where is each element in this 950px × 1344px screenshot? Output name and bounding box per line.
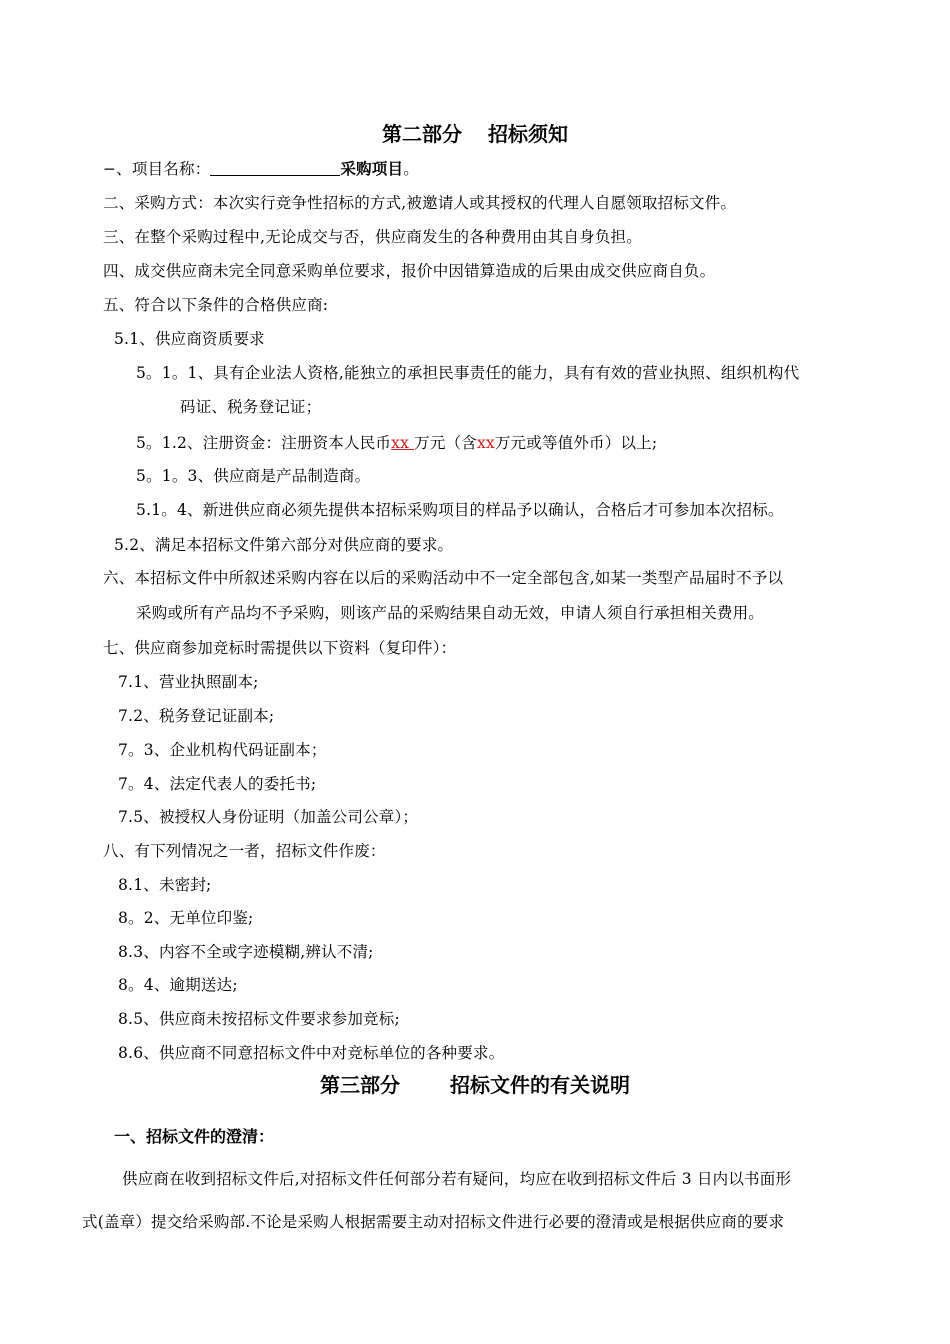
section1-heading: 一、招标文件的澄清： bbox=[114, 1127, 275, 1146]
item-5-2: 5.2、满足本招标文件第六部分对供应商的要求。 bbox=[114, 536, 454, 554]
item-5-1-1-line1: 5。1。1、具有企业法人资格,能独立的承担民事责任的能力，具有有效的营业执照、组织机构代 bbox=[136, 364, 800, 382]
paragraph-1-line1: 供应商在收到招标文件后,对招标文件任何部分若有疑问，均应在收到招标文件后 3 日内以书面形 bbox=[122, 1170, 792, 1188]
item-6-line1: 六、本招标文件中所叙述采购内容在以后的采购活动中不一定全部包含,如某一类型产品届时不予以 bbox=[103, 569, 784, 587]
part2-title-part: 第二部分 bbox=[382, 122, 462, 146]
item-8-2: 8。2、无单位印鉴; bbox=[118, 909, 254, 927]
capital-placeholder-2: xx bbox=[476, 434, 495, 452]
item-8: 八、有下列情况之一者，招标文件作废： bbox=[103, 842, 386, 860]
item-7-5: 7.5、被授权人身份证明（加盖公司公章）； bbox=[118, 808, 419, 826]
part3-title bbox=[0, 1071, 950, 1099]
item-7-2: 7.2、税务登记证副本; bbox=[118, 707, 275, 725]
item-2: 二、采购方式：本次实行竞争性招标的方式,被邀请人或其授权的代理人自愿领取招标文件。 bbox=[103, 194, 737, 212]
capital-placeholder-1: xx bbox=[391, 434, 415, 452]
item-7: 七、供应商参加竞标时需提供以下资料（复印件）： bbox=[103, 639, 457, 657]
item-5-1-4: 5.1。4、新进供应商必须先提供本招标采购项目的样品予以确认，合格后才可参加本次招标。 bbox=[136, 501, 784, 519]
item-5-1-2-text-b: 万元（含 bbox=[414, 434, 477, 452]
item-8-3: 8.3、内容不全或字迹模糊,辨认不清; bbox=[118, 943, 374, 961]
item-7-3: 7。3、企业机构代码证副本； bbox=[118, 741, 327, 759]
item-4: 四、成交供应商未完全同意采购单位要求，报价中因错算造成的后果由成交供应商自负。 bbox=[103, 262, 716, 280]
item-5-1-2-text-c: 万元或等值外币）以上; bbox=[494, 434, 658, 452]
item-5: 五、符合以下条件的合格供应商: bbox=[103, 296, 329, 314]
item-8-4: 8。4、逾期送达; bbox=[118, 976, 238, 994]
item-5-1-2 bbox=[136, 432, 657, 454]
project-name-blank bbox=[210, 159, 340, 176]
item-1-suffix: 采购项目 bbox=[340, 160, 404, 178]
item-8-5: 8.5、供应商未按招标文件要求参加竞标; bbox=[118, 1010, 400, 1028]
part2-title-name: 招标须知 bbox=[488, 122, 568, 146]
part3-title-name: 招标文件的有关说明 bbox=[450, 1073, 630, 1097]
item-8-1: 8.1、未密封; bbox=[118, 876, 212, 894]
item-5-1-1-line2: 码证、税务登记证； bbox=[180, 398, 322, 416]
item-5-1-2-text-a: 5。1.2、注册资金：注册资本人民币 bbox=[136, 434, 392, 452]
item-6-line2: 采购或所有产品均不予采购，则该产品的采购结果自动无效，申请人须自行承担相关费用。 bbox=[136, 604, 765, 622]
item-5-1: 5.1、供应商资质要求 bbox=[114, 330, 265, 348]
item-7-4: 7。4、法定代表人的委托书; bbox=[118, 775, 317, 793]
part2-title bbox=[0, 120, 950, 148]
item-1-label: −、项目名称： bbox=[103, 160, 211, 178]
paragraph-1-line2: 式(盖章）提交给采购部.不论是采购人根据需要主动对招标文件进行必要的澄清或是根据供应商的要求 bbox=[82, 1213, 785, 1231]
item-1-end: 。 bbox=[403, 160, 419, 178]
item-3: 三、在整个采购过程中,无论成交与否，供应商发生的各种费用由其自身负担。 bbox=[103, 228, 642, 246]
item-7-1: 7.1、营业执照副本; bbox=[118, 673, 259, 691]
part3-title-part: 第三部分 bbox=[320, 1073, 400, 1097]
item-8-6: 8.6、供应商不同意招标文件中对竞标单位的各种要求。 bbox=[118, 1044, 505, 1062]
item-5-1-3: 5。1。3、供应商是产品制造商。 bbox=[136, 467, 371, 485]
item-1 bbox=[103, 158, 419, 180]
